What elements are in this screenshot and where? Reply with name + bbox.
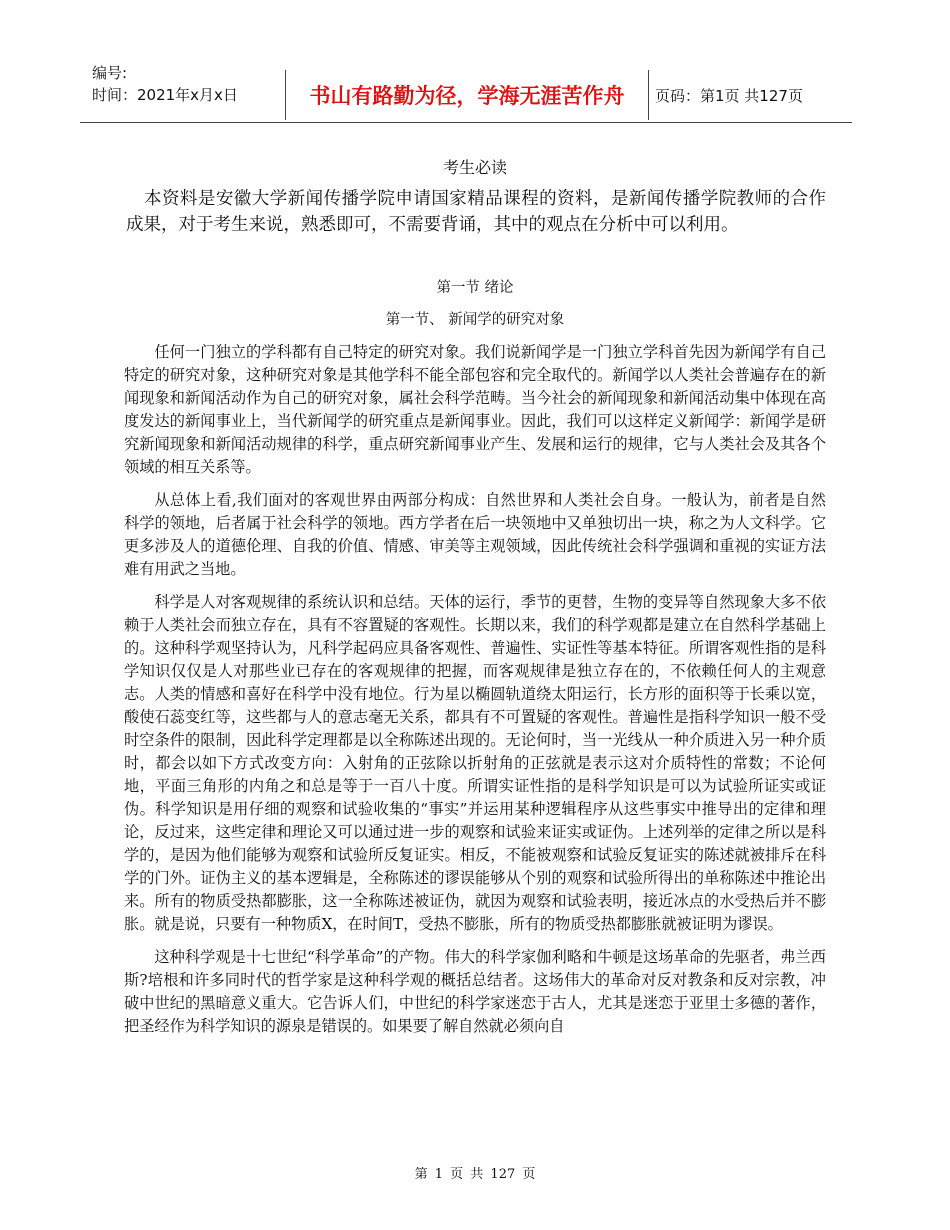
- notice-title: 考生必读: [442, 158, 507, 177]
- paragraph: 从总体上看,我们面对的客观世界由两部分构成：自然世界和人类社会自身。一般认为，前者是自然科学的领地，后者属于社会科学的领地。西方学者在后一块领地中又单独切出一块，称之为人文科学。它更多涉及人的道德伦理、自我的价值、情感、审美等主观领域，因此传统社会科学强调和重视的实证方法难有用武之当地。: [124, 491, 826, 578]
- body-text: [124, 341, 826, 1048]
- notice-body: 本资料是安徽大学新闻传播学院申请国家精品课程的资料，是新闻传播学院教师的合作成果，对于考生来说，熟悉即可，不需要背诵，其中的观点在分析中可以利用。: [126, 189, 826, 235]
- page-header: [80, 50, 852, 123]
- header-meta: [92, 56, 270, 122]
- header-motto: 书山有路勤为径，学海无涯苦作舟: [285, 70, 649, 120]
- chapter-title: 第一节 绪论: [436, 280, 514, 296]
- paragraph: 任何一门独立的学科都有自己特定的研究对象。我们说新闻学是一门独立学科首先因为新闻学有自己特定的研究对象，这种研究对象是其他学科不能全部包容和完全取代的。新闻学以人类社会普遍存在的新闻现象和新闻活动作为自己的研究对象，属社会科学范畴。当今社会的新闻现象和新闻活动集中体现在高度发达的新闻事业上，当代新闻学的研究重点是新闻事业。因此，我们可以这样定义新闻学：新闻学是研究新闻现象和新闻活动规律的科学，重点研究新闻事业产生、发展和运行的规律，它与人类社会及其各个领域的相互关系等。: [124, 343, 826, 476]
- time-label: 时间：2021年x月x日: [92, 86, 238, 104]
- section-title: 第一节、 新闻学的研究对象: [385, 312, 565, 328]
- page-footer: 第 1 页 共 127 页: [414, 1167, 536, 1182]
- paragraph: 科学是人对客观规律的系统认识和总结。天体的运行，季节的更替，生物的变异等自然现象大多不依赖于人类社会而独立存在，具有不容置疑的客观性。长期以来，我们的科学观都是建立在自然科学基础上的。这种科学观坚持认为，凡科学起码应具备客观性、普遍性、实证性等基本特征。所谓客观性指的是科学知识仅仅是人对那些业已存在的客观规律的把握，而客观规律是独立存在的，不依赖任何人的主观意志。人类的情感和喜好在科学中没有地位。行为星以椭圆轨道绕太阳运行，长方形的面积等于长乘以宽，酸使石蕊变红等，这些都与人的意志毫无关系，都具有不可置疑的客观性。普遍性是指科学知识一般不受时空条件的限制，因此科学定理都是以全称陈述出现的。无论何时，当一光线从一种介质进入另一种介质时，都会以如下方式改变方向：入射角的正弦除以折射角的正弦就是表示这对介质特性的常数；不论何地，平面三角形的内角之和总是等于一百八十度。所谓实证性指的是科学知识是可以为试验所证实或证伪。科学知识是用仔细的观察和试验收集的“事实”并运用某种逻辑程序从这些事实中推导出的定律和理论，反过来，这些定律和理论又可以通过进一步的观察和试验来证实或证伪。上述列举的定律之所以是科学的，是因为他们能够为观察和试验所反复证实。相反，不能被观察和试验反复证实的陈述就被排斥在科学的门外。证伪主义的基本逻辑是，全称陈述的谬误能够从个别的观察和试验所得出的单称陈述中推论出来。所有的物质受热都膨胀，这一全称陈述被证伪，就因为观察和试验表明，接近冰点的水受热后并不膨胀。就是说，只要有一种物质X，在时间T，受热不膨胀，所有的物质受热都膨胀就被证明为谬误。: [124, 593, 826, 933]
- paragraph: 这种科学观是十七世纪“科学革命”的产物。伟大的科学家伽利略和牛顿是这场革命的先驱者，弗兰西斯?培根和许多同时代的哲学家是这种科学观的概括总结者。这场伟大的革命对反对教条和反对宗教，冲破中世纪的黑暗意义重大。它告诉人们，中世纪的科学家迷恋于古人，尤其是迷恋于亚里士多德的著作，把圣经作为科学知识的源泉是错误的。如果要了解自然就必须向自: [124, 948, 826, 1035]
- header-page-label: 页码：第1页 共127页: [655, 86, 803, 105]
- serial-label: 编号:: [92, 64, 128, 82]
